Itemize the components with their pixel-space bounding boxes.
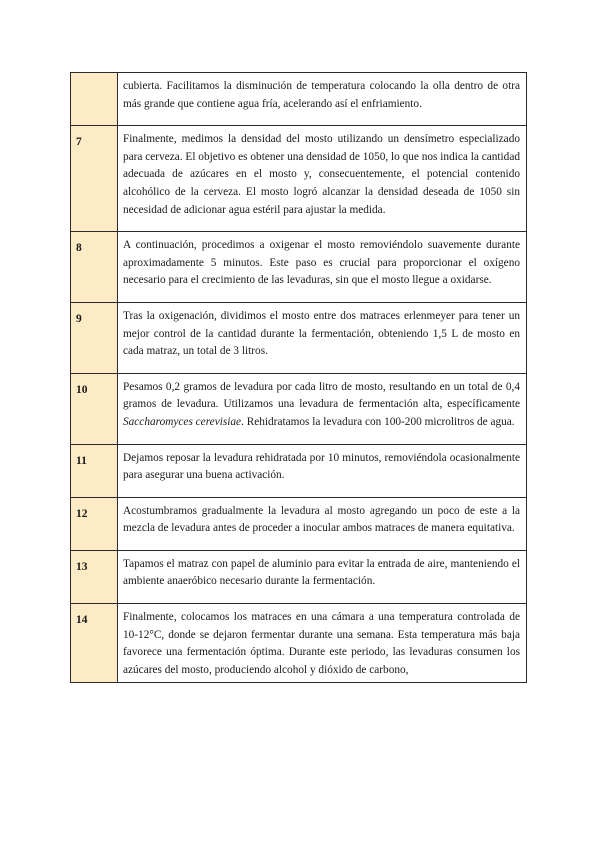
table-row [71,550,527,603]
step-description: Tras la oxigenación, dividimos el mosto entre dos matraces erlenmeyer para tener un mejor control de la cantidad durante la fermentación, obteniendo 1,5 L de mosto en cada matraz, un total de 3 litros. [118,302,527,373]
step-text-after: . Rehidratamos la levadura con 100-200 microlitros de agua. [241,415,515,428]
step-description: Tapamos el matraz con papel de aluminio para evitar la entrada de aire, manteniendo el ambiente anaeróbico necesario durante la fermentación. [118,550,527,603]
step-number: 12 [71,497,118,550]
table-row [71,126,527,232]
step-description: Acostumbramos gradualmente la levadura al mosto agregando un poco de este a la mezcla de levadura antes de proceder a inocular ambos matraces de manera equitativa. [118,497,527,550]
step-description: cubierta. Facilitamos la disminución de temperatura colocando la olla dentro de otra más grande que contiene agua fría, acelerando así el enfriamiento. [118,73,527,126]
species-name: Saccharomyces cerevisiae [123,415,242,428]
step-number [71,73,118,126]
table-row [71,302,527,373]
table-row [71,232,527,303]
step-number: 13 [71,550,118,603]
step-number: 9 [71,302,118,373]
step-number: 14 [71,604,118,683]
step-number: 10 [71,373,118,444]
step-text-before: Pesamos 0,2 gramos de levadura por cada litro de mosto, resultando en un total de 0,4 gramos de levadura. Utilizamos una levadura de fermentación alta, específicamente [123,380,520,411]
table-row [71,444,527,497]
step-number: 11 [71,444,118,497]
table-row [71,73,527,126]
table-row [71,497,527,550]
step-description [118,373,527,444]
procedure-table [70,72,527,683]
table-row [71,373,527,444]
step-description: Finalmente, colocamos los matraces en una cámara a una temperatura controlada de 10-12°C, donde se dejaron fermentar durante una semana. Esta temperatura más baja favorece una fermentación óptima. Durante este periodo, las levaduras consumen los azúcares del mosto, produciendo alcohol y dióxido de carbono, [118,604,527,683]
step-description: Dejamos reposar la levadura rehidratada por 10 minutos, removiéndola ocasionalmente para asegurar una buena activación. [118,444,527,497]
step-number: 8 [71,232,118,303]
step-number: 7 [71,126,118,232]
step-description: A continuación, procedimos a oxigenar el mosto removiéndolo suavemente durante aproximadamente 5 minutos. Este paso es crucial para proporcionar el oxígeno necesario para el crecimiento de las levaduras, sin que el mosto llegue a oxidarse. [118,232,527,303]
step-description: Finalmente, medimos la densidad del mosto utilizando un densímetro especializado para cerveza. El objetivo es obtener una densidad de 1050, lo que nos indica la cantidad adecuada de azúcares en el mosto y, consecuentemente, el potencial contenido alcohólico de la cerveza. El mosto logró alcanzar la densidad deseada de 1050 sin necesidad de adicionar agua estéril para ajustar la medida. [118,126,527,232]
table-row [71,604,527,683]
